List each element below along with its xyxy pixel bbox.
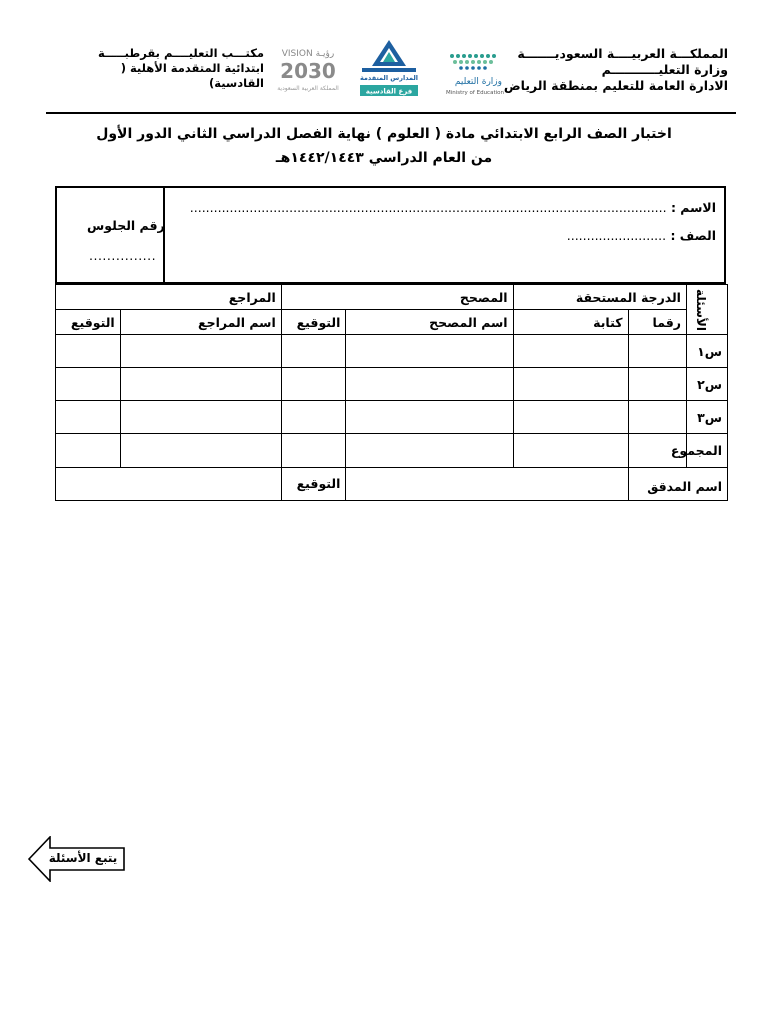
reviewer-header: المراجع <box>56 285 282 310</box>
header-education-office: مكتـــب التعليــــم بقرطبـــــة <box>98 46 264 60</box>
svg-text:2030: 2030 <box>280 59 336 83</box>
reviewer-sign-cell[interactable] <box>56 335 121 368</box>
grader-header: المصحح <box>281 285 513 310</box>
reviewer-sign-cell[interactable] <box>56 401 121 434</box>
grades-table <box>55 284 728 501</box>
grade-numeric-header: رقما <box>628 310 686 335</box>
grader-sign-cell[interactable] <box>281 368 346 401</box>
exam-academic-year: من العام الدراسي ١٤٤٢/١٤٤٣هـ <box>275 150 493 166</box>
auditor-name-cell[interactable] <box>346 468 628 501</box>
ministry-of-education-logo <box>432 50 512 98</box>
grader-sign-cell[interactable] <box>281 401 346 434</box>
svg-text:Ministry of Education: Ministry of Education <box>445 90 504 96</box>
exam-title: اختبار الصف الرابع الابتدائي مادة ( العلوم ) نهاية الفصل الدراسي الثاني الدور الأول <box>96 126 672 142</box>
svg-text:VISION رؤيـة: VISION رؤيـة <box>281 49 335 59</box>
question-label: س٣ <box>686 401 727 434</box>
reviewer-name-header: اسم المراجع <box>120 310 281 335</box>
grade-numeric-cell[interactable] <box>628 335 686 368</box>
continue-questions-label: يتبع الأسئلة <box>48 851 118 865</box>
grader-name-cell[interactable] <box>346 335 513 368</box>
reviewer-name-cell[interactable] <box>120 401 281 434</box>
table-row-total <box>56 434 728 468</box>
total-reviewer-sign-cell[interactable] <box>56 434 121 468</box>
student-name-field[interactable] <box>190 200 716 215</box>
grader-name-cell[interactable] <box>346 401 513 434</box>
reviewer-sign-header: التوقيع <box>56 310 121 335</box>
grade-header: الدرجة المستحقة <box>513 285 686 310</box>
auditor-sign-cell[interactable] <box>56 468 282 501</box>
auditor-row <box>56 468 728 501</box>
student-info-box <box>55 186 726 284</box>
grade-numeric-cell[interactable] <box>628 401 686 434</box>
student-name-label: الاسم : <box>670 200 716 215</box>
student-class-field[interactable] <box>567 228 716 243</box>
seat-number-label: رقم الجلوس <box>87 218 165 233</box>
grade-written-cell[interactable] <box>513 401 628 434</box>
total-grader-sign-cell[interactable] <box>281 434 346 468</box>
grade-written-header: كتابة <box>513 310 628 335</box>
table-row <box>56 401 728 434</box>
svg-text:المدارس المتقدمة: المدارس المتقدمة <box>359 74 419 82</box>
header-school-block <box>64 46 264 91</box>
vision-2030-logo <box>272 44 344 100</box>
total-written-cell[interactable] <box>513 434 628 468</box>
info-box-divider <box>163 188 165 282</box>
grader-sign-cell[interactable] <box>281 335 346 368</box>
total-label: المجموع <box>686 434 727 468</box>
student-class-label: الصف : <box>670 228 716 243</box>
header-directorate: الادارة العامة للتعليم بمنطقة الرياض <box>503 78 728 93</box>
table-row <box>56 368 728 401</box>
grader-name-cell[interactable] <box>346 368 513 401</box>
student-class-blank: ......................... <box>566 228 667 243</box>
grader-sign-header: التوقيع <box>281 310 346 335</box>
auditor-sign-label: التوقيع <box>281 468 346 501</box>
grade-written-cell[interactable] <box>513 368 628 401</box>
question-label: س١ <box>686 335 727 368</box>
table-header-row-2 <box>56 310 728 335</box>
total-grader-name-cell[interactable] <box>346 434 513 468</box>
header-kingdom: المملكـــة العربيــــة السعوديـــــــة <box>517 46 728 61</box>
grade-numeric-cell[interactable] <box>628 368 686 401</box>
reviewer-name-cell[interactable] <box>120 368 281 401</box>
student-name-blank: ........................................................................................................................ <box>189 200 667 215</box>
total-reviewer-name-cell[interactable] <box>120 434 281 468</box>
reviewer-sign-cell[interactable] <box>56 368 121 401</box>
header-school-name: ابتدائية المتقدمة الأهلية ( القادسية) <box>120 61 264 90</box>
grader-name-header: اسم المصحح <box>346 310 513 335</box>
header-ministry: وزارة التعليـــــــــــم <box>601 62 728 77</box>
advanced-schools-logo <box>352 38 426 98</box>
svg-text:المملكة العربية السعودية: المملكة العربية السعودية <box>277 85 339 92</box>
question-label: س٢ <box>686 368 727 401</box>
grade-written-cell[interactable] <box>513 335 628 368</box>
table-row <box>56 335 728 368</box>
table-header-row-1 <box>56 285 728 310</box>
questions-header: الأسئلة <box>686 285 727 335</box>
svg-text:وزارة التعليم: وزارة التعليم <box>454 77 502 87</box>
reviewer-name-cell[interactable] <box>120 335 281 368</box>
svg-text:فرع القادسية: فرع القادسية <box>365 87 413 96</box>
header-divider <box>46 112 736 114</box>
seat-number-blank[interactable]: ............... <box>89 248 157 263</box>
auditor-name-label: اسم المدقق <box>628 468 728 501</box>
